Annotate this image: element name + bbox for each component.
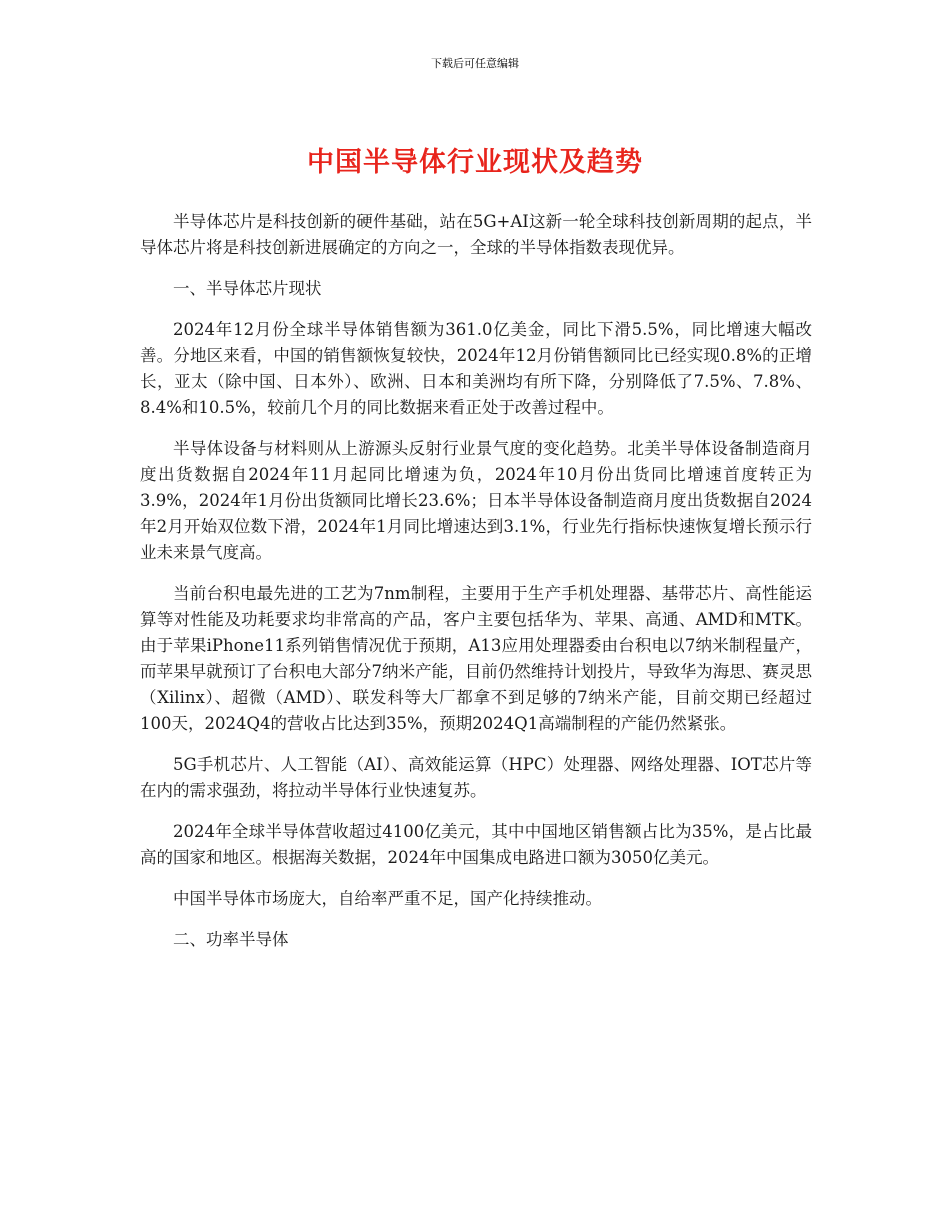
paragraph-tsmc: 当前台积电最先进的工艺为7nm制程，主要用于生产手机处理器、基带芯片、高性能运算等对性能及功耗要求均非常高的产品，客户主要包括华为、苹果、高通、AMD和MTK。由于苹果iPhone11系列销售情况优于预期，A13应用处理器委由台积电以7纳米制程量产，而苹果早就预订了台积电大部分7纳米产能，目前仍然维持计划投片，导致华为海思、赛灵思（Xilinx）、超微（AMD）、联发科等大厂都拿不到足够的7纳米产能，目前交期已经超过100天，2024Q4的营收占比达到35%，预期2024Q1高端制程的产能仍然紧张。: [140, 584, 812, 733]
section-heading-1: 一、半导体芯片现状: [173, 279, 322, 298]
paragraph-demand: 5G手机芯片、人工智能（AI）、高效能运算（HPC）处理器、网络处理器、IOT芯片等在内的需求强劲，将拉动半导体行业快速复苏。: [140, 755, 812, 800]
paragraph-sales: 2024年12月份全球半导体销售额为361.0亿美金，同比下滑5.5%，同比增速大幅改善。分地区来看，中国的销售额恢复较快，2024年12月份销售额同比已经实现0.8%的正增长，亚太（除中国、日本外）、欧洲、日本和美洲均有所下降，分别降低了7.5%、7.8%、8.4%和10.5%，较前几个月的同比数据来看正处于改善过程中。: [140, 320, 812, 417]
section-heading-2: 二、功率半导体: [173, 930, 289, 949]
document-title: 中国半导体行业现状及趋势: [307, 147, 643, 178]
paragraph-market: 中国半导体市场庞大，自给率严重不足，国产化持续推动。: [173, 889, 602, 908]
document-body: [140, 209, 812, 968]
paragraph-equipment: 半导体设备与材料则从上游源头反射行业景气度的变化趋势。北美半导体设备制造商月度出货数据自2024年11月起同比增速为负，2024年10月份出货同比增速首度转正为3.9%，2024年1月份出货额同比增长23.6%；日本半导体设备制造商月度出货数据自2024年2月开始双位数下滑，2024年1月同比增速达到3.1%，行业先行指标快速恢复增长预示行业未来景气度高。: [140, 439, 812, 562]
page-header-note: 下载后可任意编辑: [431, 57, 519, 70]
paragraph-revenue: 2024年全球半导体营收超过4100亿美元，其中中国地区销售额占比为35%，是占比最高的国家和地区。根据海关数据，2024年中国集成电路进口额为3050亿美元。: [140, 822, 812, 867]
intro-paragraph: 半导体芯片是科技创新的硬件基础，站在5G+AI这新一轮全球科技创新周期的起点，半导体芯片将是科技创新进展确定的方向之一，全球的半导体指数表现优异。: [140, 212, 812, 257]
